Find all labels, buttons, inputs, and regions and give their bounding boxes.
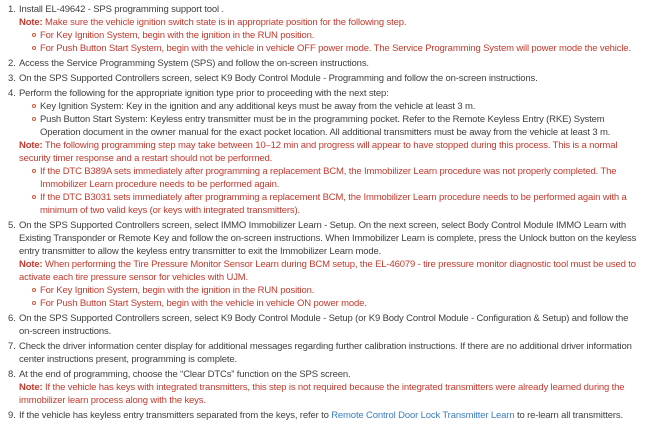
bullet-item (19, 29, 641, 42)
item-text (19, 409, 641, 422)
text-run: For Key Ignition System, begin with the ignition in the RUN position. (40, 285, 315, 296)
item-text (19, 219, 641, 258)
text-run: On the SPS Supported Controllers screen, select K9 Body Control Module - Programming and follow the on-screen instructions. (19, 73, 538, 84)
note-label: Note: (19, 140, 43, 151)
circle-bullet-icon (32, 33, 36, 37)
list-item (8, 409, 641, 422)
item-number: 3. (8, 73, 16, 84)
text-run: The following programming step may take between 10–12 min and progress will appear to have stopped during this process. This is a normal security timer response and a restart should not be performed. (19, 140, 618, 164)
note-label: Note: (19, 17, 43, 28)
text-run: For Push Button Start System, begin with the vehicle in vehicle ON power mode. (40, 298, 367, 309)
text-run: to re-learn all transmitters. (514, 410, 623, 421)
item-body (19, 3, 641, 55)
list-item (8, 57, 641, 70)
item-number: 6. (8, 313, 16, 324)
circle-bullet-icon (32, 104, 36, 108)
text-run: At the end of programming, choose the “Clear DTCs” function on the SPS screen. (19, 369, 351, 380)
item-body (19, 87, 641, 217)
bullet-item (19, 165, 641, 191)
text-run: Access the Service Programming System (SPS) and follow the on-screen instructions. (19, 58, 369, 69)
text-run: Install EL-49642 - SPS programming support tool . (19, 4, 224, 15)
note-paragraph (19, 381, 641, 407)
text-run: For Key Ignition System, begin with the ignition in the RUN position. (40, 30, 315, 41)
note-label: Note: (19, 259, 43, 270)
text-run: On the SPS Supported Controllers screen, select K9 Body Control Module - Setup (or K9 Body Control Module - Configuration & Setup) and follow the on-screen instructions. (19, 313, 629, 337)
text-run: If the vehicle has keyless entry transmitters separated from the keys, refer to (19, 410, 332, 421)
item-body (19, 57, 641, 70)
item-text (19, 340, 641, 366)
item-text (19, 87, 641, 100)
bullet-item (19, 284, 641, 297)
bullet-item (19, 100, 641, 113)
text-run: On the SPS Supported Controllers screen, select IMMO Immobilizer Learn - Setup. On the next screen, select Body Control Module IMMO Learn with Existing Transponder or Remote Key and follow the on-screen instructions. When Immobilizer Learn is complete, press the Unlock button on the keyless entry transmitter to allow the keyless entry transmitter to exit the Immobilizer Learn mode. (19, 220, 637, 257)
text-run: Key Ignition System: Key in the ignition and any additional keys must be away from the vehicle at least 3 m. (40, 101, 476, 112)
instruction-list (8, 3, 641, 422)
text-run: If the DTC B3031 sets immediately after programming a replacement BCM, the Immobilizer Learn procedure needs to be performed again with a minimum of two valid keys (or keys with integrated transmitters). (40, 192, 627, 216)
note-label: Note: (19, 382, 43, 393)
item-text (19, 3, 641, 16)
circle-bullet-icon (32, 117, 36, 121)
item-number: 8. (8, 369, 16, 380)
text-run: For Push Button Start System, begin with the vehicle in vehicle OFF power mode. The Service Programming System will power mode the vehicle. (40, 43, 631, 54)
item-number: 4. (8, 88, 16, 99)
item-body (19, 409, 641, 422)
item-text (19, 72, 641, 85)
item-text (19, 57, 641, 70)
bullet-item (19, 113, 641, 139)
item-number: 2. (8, 58, 16, 69)
note-paragraph (19, 258, 641, 284)
item-number: 5. (8, 220, 16, 231)
item-body (19, 368, 641, 407)
item-body (19, 312, 641, 338)
item-body (19, 340, 641, 366)
circle-bullet-icon (32, 195, 36, 199)
list-item (8, 340, 641, 366)
item-text (19, 312, 641, 338)
text-run: Push Button Start System: Keyless entry transmitter must be in the programming pocket. Refer to the Remote Keyless Entry (RKE) System Operation document in the owner manual for the exact pocket location. All additional transmitters must be away from the vehicle at least 3 m. (40, 114, 611, 138)
list-item (8, 368, 641, 407)
text-run: If the DTC B389A sets immediately after programming a replacement BCM, the Immobilizer Learn procedure was not properly completed. The Immobilizer Learn procedure needs to be performed again. (40, 166, 617, 190)
circle-bullet-icon (32, 301, 36, 305)
text-run: Perform the following for the appropriate ignition type prior to proceeding with the next step: (19, 88, 389, 99)
item-number: 9. (8, 410, 16, 421)
list-item (8, 219, 641, 310)
note-paragraph (19, 16, 641, 29)
list-item (8, 312, 641, 338)
text-run: If the vehicle has keys with integrated transmitters, this step is not required because the integrated transmitters were already learned during the immobilizer learn process along with the keys. (19, 382, 625, 406)
text-run: Check the driver information center display for additional messages regarding further calibration instructions. If there are no additional driver information center instructions present, programming is complete. (19, 341, 632, 365)
bullet-item (19, 191, 641, 217)
circle-bullet-icon (32, 169, 36, 173)
list-item (8, 72, 641, 85)
item-body (19, 219, 641, 310)
circle-bullet-icon (32, 288, 36, 292)
item-number: 1. (8, 4, 16, 15)
bullet-item (19, 42, 641, 55)
circle-bullet-icon (32, 46, 36, 50)
bullet-item (19, 297, 641, 310)
note-paragraph (19, 139, 641, 165)
item-text (19, 368, 641, 381)
remote-control-door-lock-transmitter-learn-link[interactable]: Remote Control Door Lock Transmitter Learn (331, 410, 515, 421)
text-run: When performing the Tire Pressure Monitor Sensor Learn during BCM setup, the EL-46079 - tire pressure monitor diagnostic tool must be used to activate each tire pressure sensor for vehicles with UJM. (19, 259, 636, 283)
text-run: Make sure the vehicle ignition switch state is in appropriate position for the following step. (42, 17, 407, 28)
list-item (8, 3, 641, 55)
item-body (19, 72, 641, 85)
item-number: 7. (8, 341, 16, 352)
list-item (8, 87, 641, 217)
